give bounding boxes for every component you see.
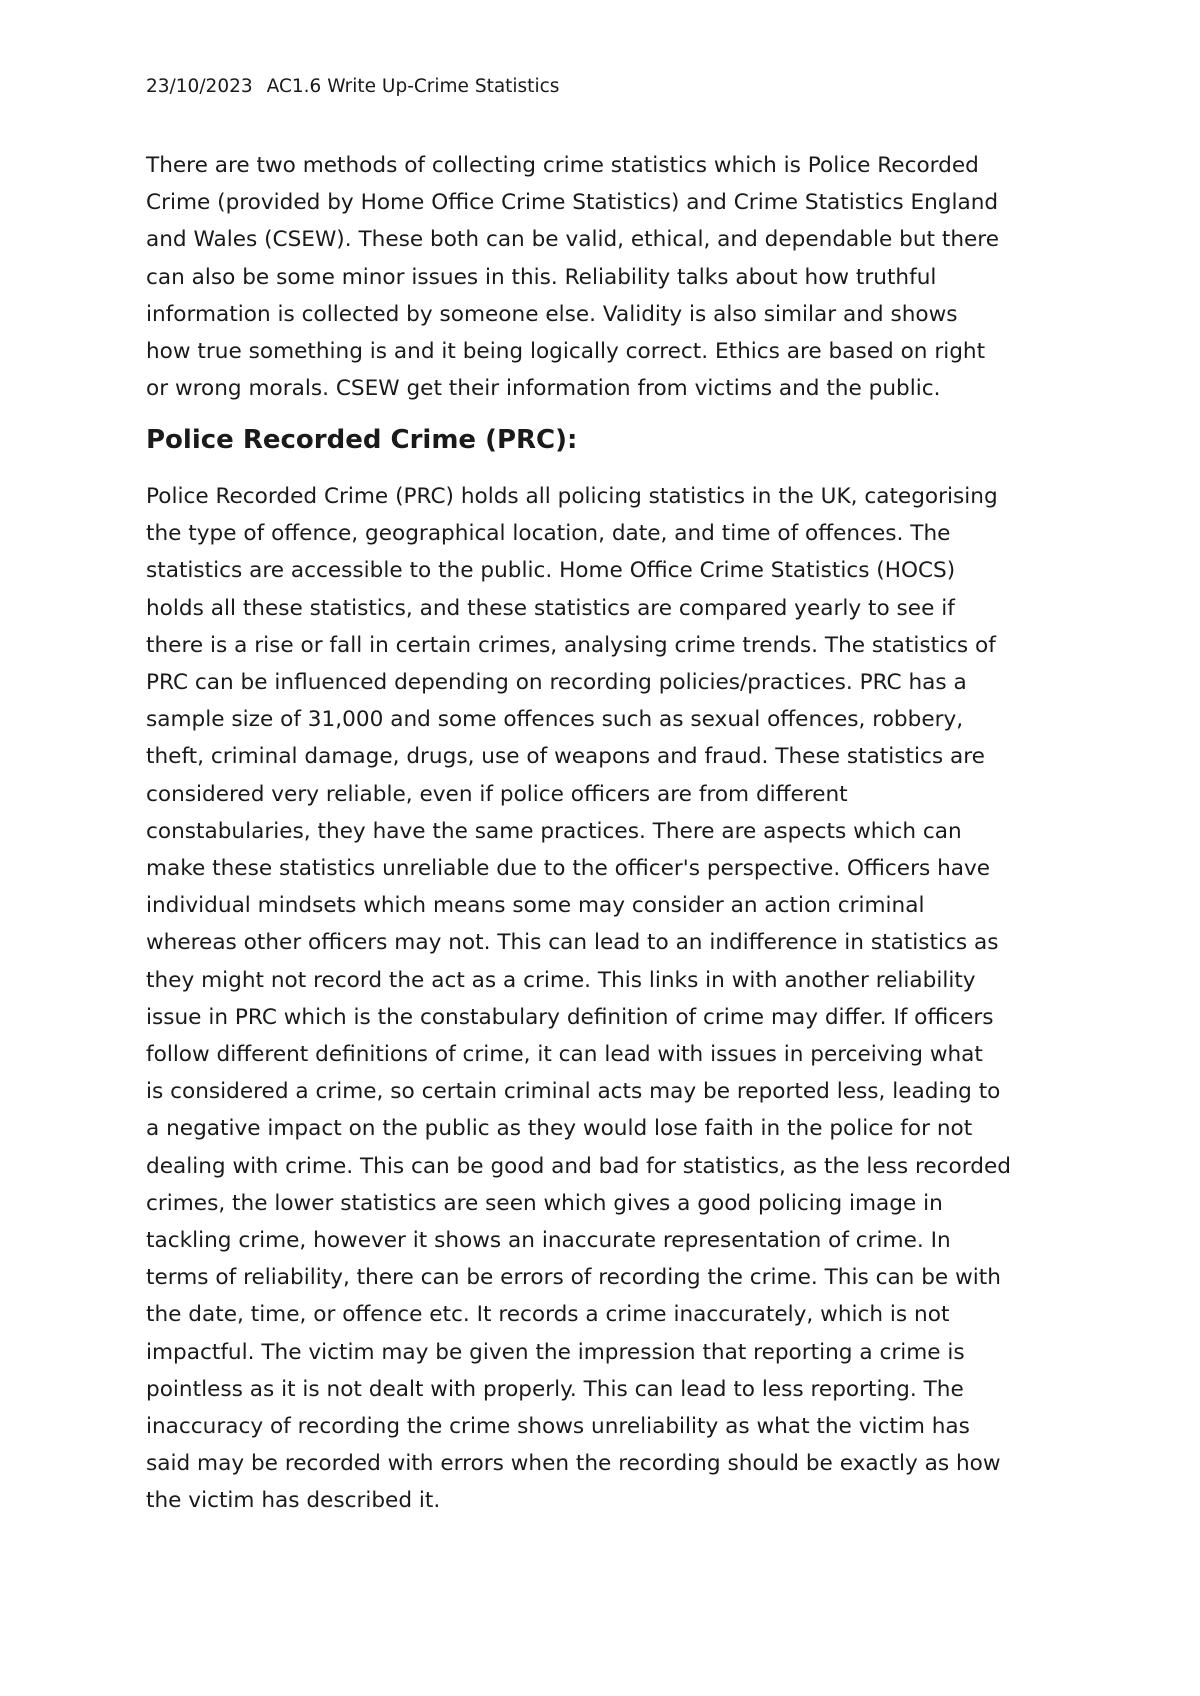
text-line: individual mindsets which means some may consider an action criminal (146, 893, 925, 919)
text-line: inaccuracy of recording the crime shows unreliability as what the victim has (146, 1414, 970, 1440)
header-title: AC1.6 Write Up-Crime Statistics (266, 76, 560, 97)
text-line: information is collected by someone else. Validity is also similar and shows (146, 301, 958, 327)
text-line: crimes, the lower statistics are seen which gives a good policing image in (146, 1190, 943, 1216)
text-line: or wrong morals. CSEW get their information from victims and the public. (146, 376, 941, 402)
header-date: 23/10/2023 (146, 76, 253, 97)
text-line: Crime (provided by Home Office Crime Statistics) and Crime Statistics England (146, 190, 999, 216)
text-line: and Wales (CSEW). These both can be valid, ethical, and dependable but there (146, 227, 999, 253)
text-line: there is a rise or fall in certain crimes, analysing crime trends. The statistics of (146, 632, 996, 658)
text-line: can also be some minor issues in this. Reliability talks about how truthful (146, 264, 937, 290)
text-line: is considered a crime, so certain criminal acts may be reported less, leading to (146, 1079, 1001, 1105)
text-line: the type of offence, geographical location, date, and time of offences. The (146, 521, 951, 547)
text-line: tackling crime, however it shows an inaccurate representation of crime. In (146, 1228, 951, 1254)
text-line: considered very reliable, even if police officers are from different (146, 781, 848, 807)
text-line: a negative impact on the public as they would lose faith in the police for not (146, 1116, 973, 1142)
text-line: the victim has described it. (146, 1488, 441, 1514)
text-line: theft, criminal damage, drugs, use of weapons and fraud. These statistics are (146, 744, 985, 770)
text-line: holds all these statistics, and these statistics are compared yearly to see if (146, 595, 955, 621)
text-line: make these statistics unreliable due to the officer's perspective. Officers have (146, 856, 991, 882)
text-line: impactful. The victim may be given the impression that reporting a crime is (146, 1339, 965, 1365)
text-line: dealing with crime. This can be good and bad for statistics, as the less recorded (146, 1153, 1011, 1179)
text-line: terms of reliability, there can be errors of recording the crime. This can be with (146, 1265, 1001, 1291)
intro-paragraph (146, 147, 1066, 407)
text-line: whereas other officers may not. This can lead to an indifference in statistics as (146, 930, 999, 956)
document-header (146, 74, 559, 100)
text-line: the date, time, or offence etc. It records a crime inaccurately, which is not (146, 1302, 950, 1328)
text-line: they might not record the act as a crime. This links in with another reliability (146, 967, 976, 993)
text-line: PRC can be influenced depending on recording policies/practices. PRC has a (146, 670, 967, 696)
text-line: There are two methods of collecting crime statistics which is Police Recorded (146, 153, 979, 178)
text-line: how true something is and it being logically correct. Ethics are based on right (146, 339, 986, 365)
text-line: sample size of 31,000 and some offences such as sexual offences, robbery, (146, 707, 964, 733)
text-line: follow different definitions of crime, it can lead with issues in perceiving what (146, 1042, 983, 1068)
prc-paragraph (146, 478, 1066, 1520)
text-line: issue in PRC which is the constabulary definition of crime may differ. If officers (146, 1004, 994, 1030)
text-line: pointless as it is not dealt with properly. This can lead to less reporting. The (146, 1376, 964, 1402)
section-heading: Police Recorded Crime (PRC): (146, 425, 578, 455)
text-line: said may be recorded with errors when the recording should be exactly as how (146, 1451, 1001, 1477)
text-line: statistics are accessible to the public. Home Office Crime Statistics (HOCS) (146, 558, 956, 584)
text-line: Police Recorded Crime (PRC) holds all policing statistics in the UK, categorising (146, 484, 998, 509)
text-line: constabularies, they have the same practices. There are aspects which can (146, 818, 962, 844)
